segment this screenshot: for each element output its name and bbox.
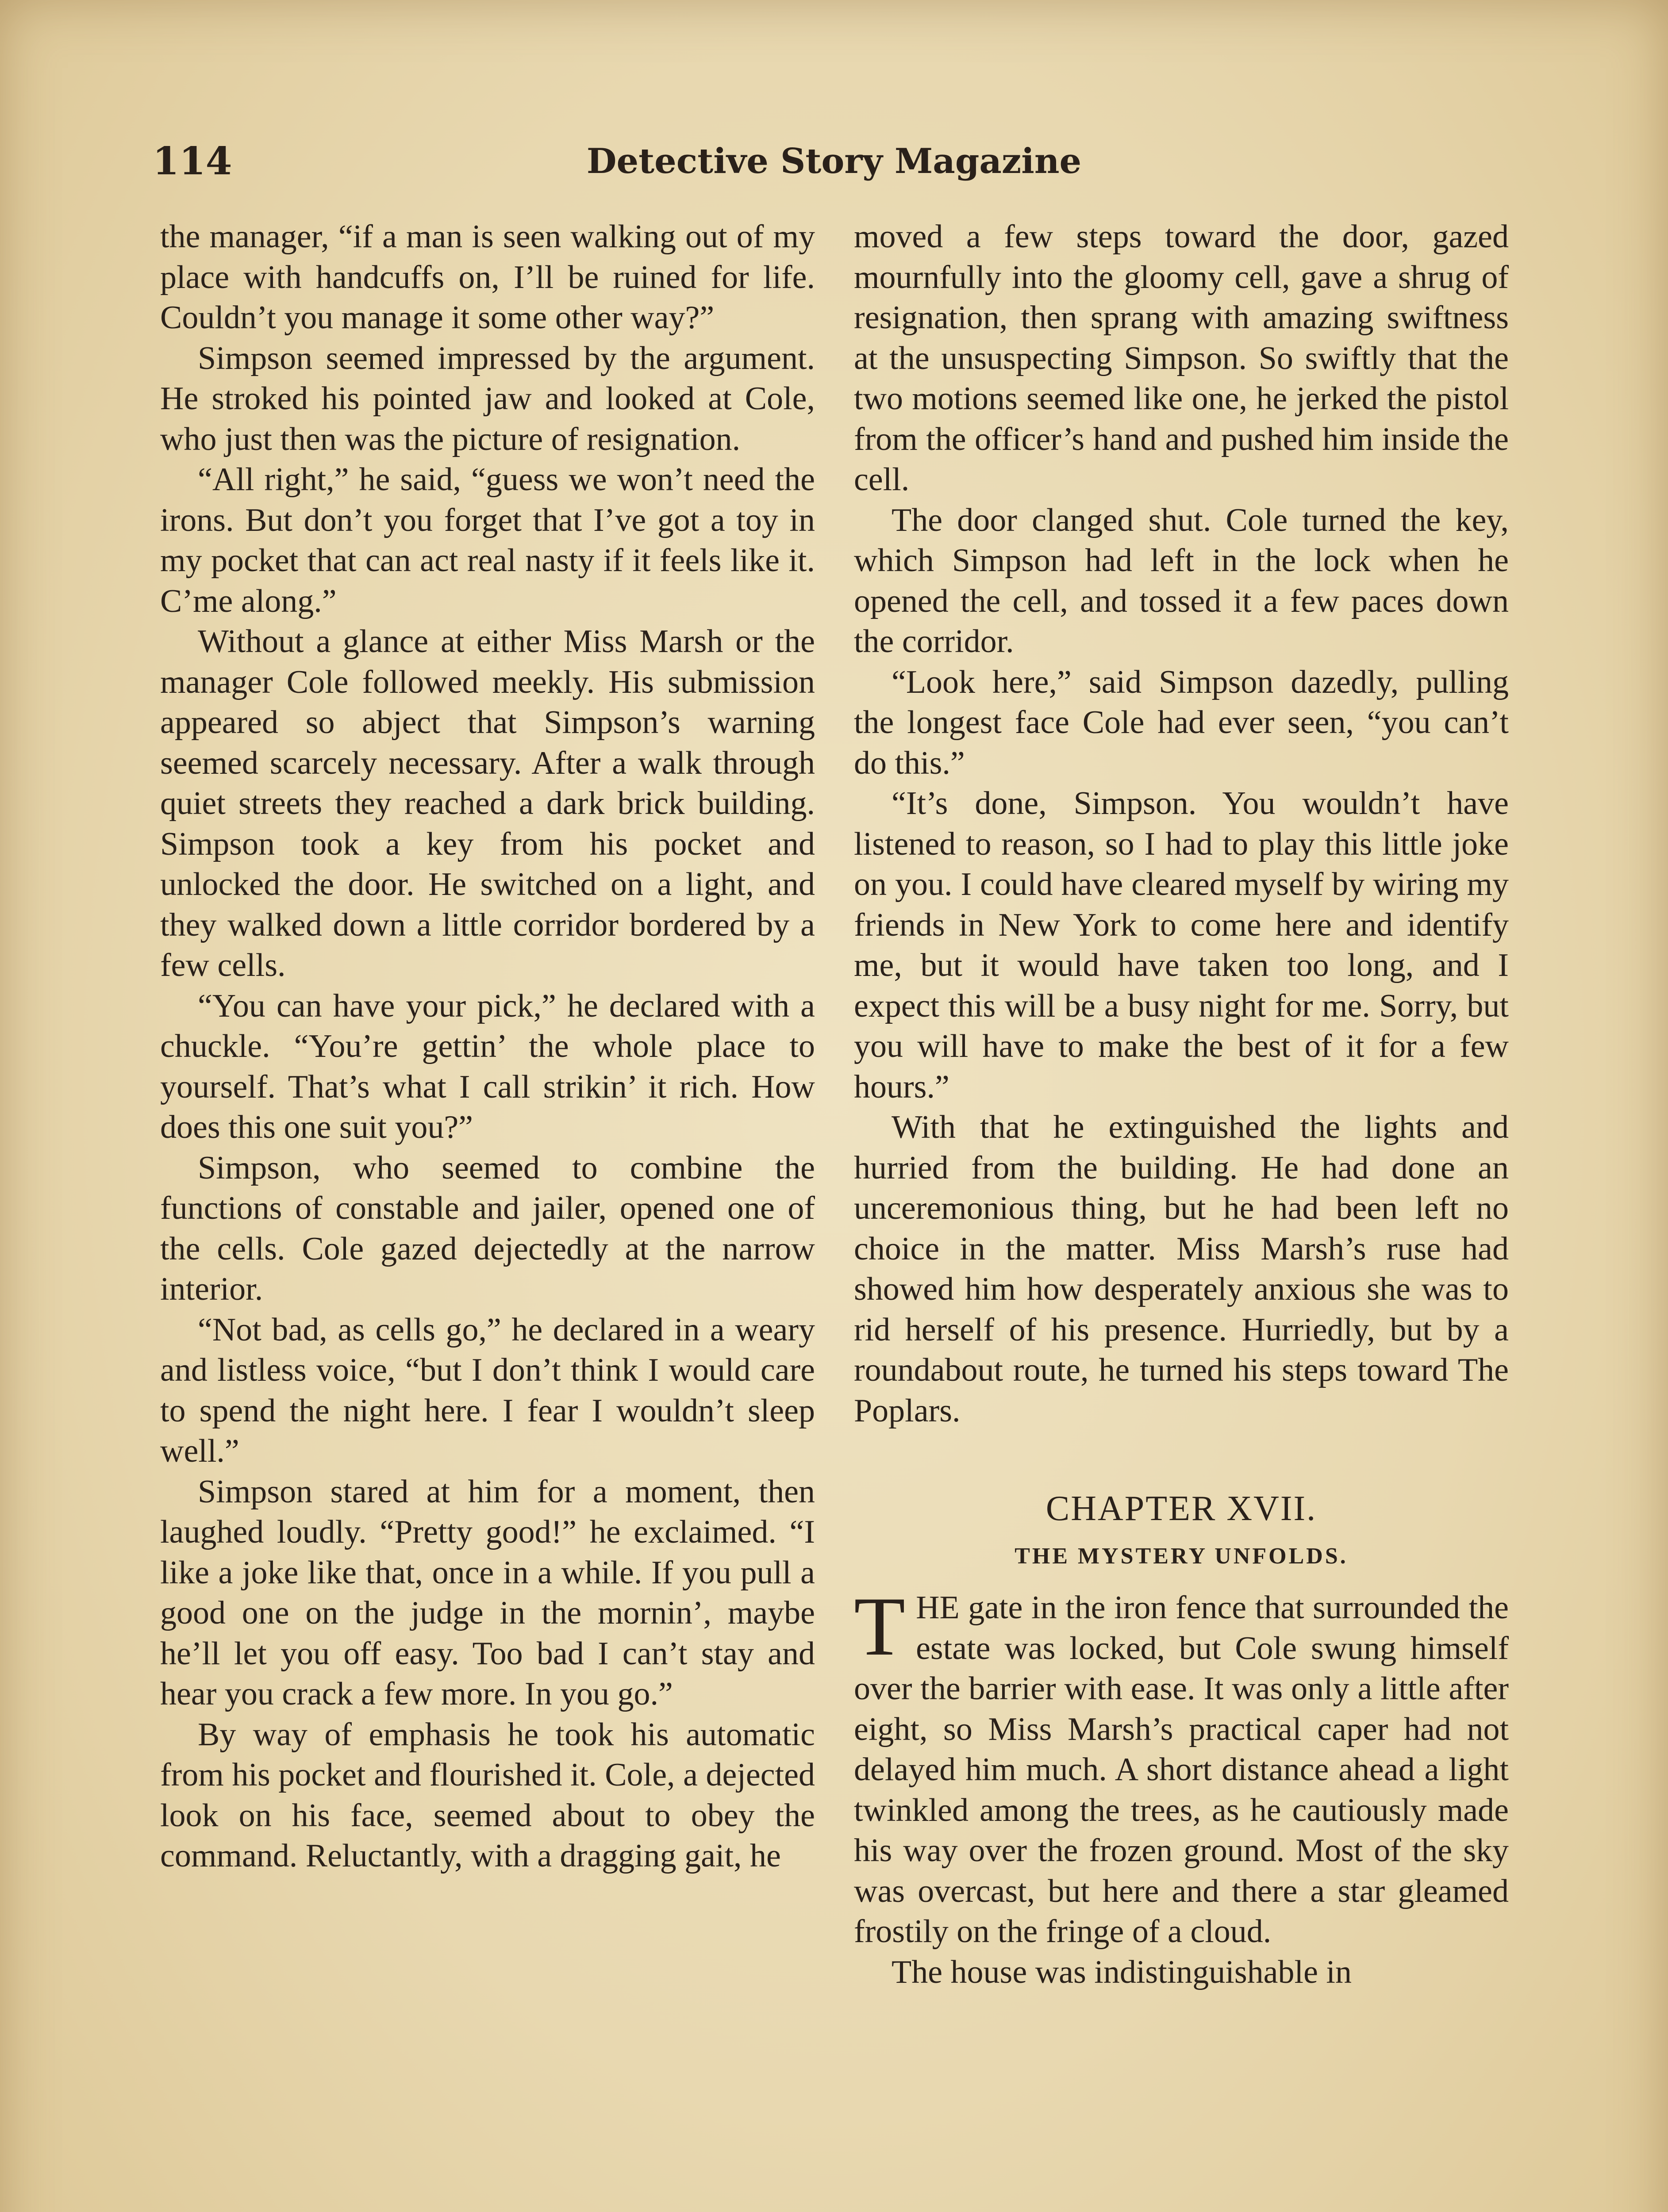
paragraph: The house was indistinguishable in [892, 1954, 1352, 1990]
paragraph: “You can have your pick,” he declared with a chuckle. “You’re gettin’ the whole place to yourself. That’s what I call strikin’ it rich. How does this one suit you?” [160, 987, 815, 1145]
paragraph: the manager, “if a man is seen walking out of my place with handcuffs on, I’ll be ruined for life. Couldn’t you manage it some other way?” [160, 219, 815, 336]
paragraph: “Look here,” said Simpson dazedly, pulling the longest face Cole had ever seen, “you can’t do this.” [854, 664, 1509, 781]
paragraph: “It’s done, Simpson. You wouldn’t have listened to reason, so I had to play this little joke on you. I could have cleared myself by wiring my friends in New York to come here and identify me, but it would have taken too long, and I expect this will be a busy night for me. Sorry, but you will have to make the best of it for a few hours.” [854, 785, 1509, 1105]
drop-cap: T [854, 1580, 906, 1673]
paragraph: Simpson stared at him for a moment, then laughed loudly. “Pretty good!” he exclaimed. “I like a joke like that, once in a while. If you pull a good one on the judge in the mornin’, maybe he’ll let you off easy. Too bad I can’t stay and hear you crack a few more. In you go.” [160, 1473, 815, 1712]
magazine-title: Detective Story Magazine [586, 141, 1082, 181]
opening-text: HE gate in the iron fence that surrounded the estate was locked, but Cole swung himself over the barrier with ease. It was only a little after eight, so Miss Marsh’s practical caper had not delayed him much. A short distance ahead a light twinkled among the trees, as he cautiously made his way over the frozen ground. Most of the sky was overcast, but here and there a star gleamed frostily on the fringe of a cloud. [854, 1590, 1509, 1950]
running-head [153, 128, 1515, 195]
paragraph: “Not bad, as cells go,” he declared in a weary and listless voice, “but I don’t think I would care to spend the night here. I fear I wouldn’t sleep well.” [160, 1311, 815, 1469]
paragraph: By way of emphasis he took his automatic from his pocket and flourished it. Cole, a dejected look on his face, seemed about to obey the command. Reluctantly, with a dragging gait, he [160, 1716, 815, 1874]
chapter-subtitle: THE MYSTERY UNFOLDS. [1015, 1544, 1348, 1569]
paragraph: Simpson seemed impressed by the argument. He stroked his pointed jaw and looked at Cole, who just then was the picture of resignation. [160, 340, 815, 457]
paragraph: Simpson, who seemed to combine the functions of constable and jailer, opened one of the cells. Cole gazed dejectedly at the narrow interior. [160, 1149, 815, 1307]
page-number: 114 [153, 139, 232, 184]
chapter-opening-paragraph [854, 1580, 1509, 1952]
chapter-heading-block [854, 1484, 1509, 1572]
paragraph: moved a few steps toward the door, gazed mournfully into the gloomy cell, gave a shrug of resignation, then sprang with amazing swiftness at the unsuspecting Simpson. So swiftly that the two motions seemed like one, he jerked the pistol from the officer’s hand and pushed him inside the cell. [854, 219, 1509, 498]
paragraph: The door clanged shut. Cole turned the key, which Simpson had left in the lock when he opened the cell, and tossed it a few paces down the corridor. [854, 502, 1509, 660]
left-column [160, 217, 815, 2212]
paragraph: “All right,” he said, “guess we won’t need the irons. But don’t you forget that I’ve got a toy in my pocket that can act real nasty if it feels like it. C’me along.” [160, 461, 815, 619]
chapter-heading: CHAPTER XVII. [1045, 1489, 1317, 1528]
right-column [854, 217, 1509, 2212]
paragraph: Without a glance at either Miss Marsh or the manager Cole followed meekly. His submission appeared so abject that Simpson’s warning seemed scarcely necessary. After a walk through quiet streets they reached a dark brick building. Simpson took a key from his pocket and unlocked the door. He switched on a light, and they walked down a little corridor bordered by a few cells. [160, 623, 815, 983]
paragraph: With that he extinguished the lights and hurried from the building. He had done an unceremonious thing, but he had been left no choice in the matter. Miss Marsh’s ruse had showed him how desperately anxious she was to rid herself of his presence. Hurriedly, but by a roundabout route, he turned his steps toward The Poplars. [854, 1109, 1509, 1429]
